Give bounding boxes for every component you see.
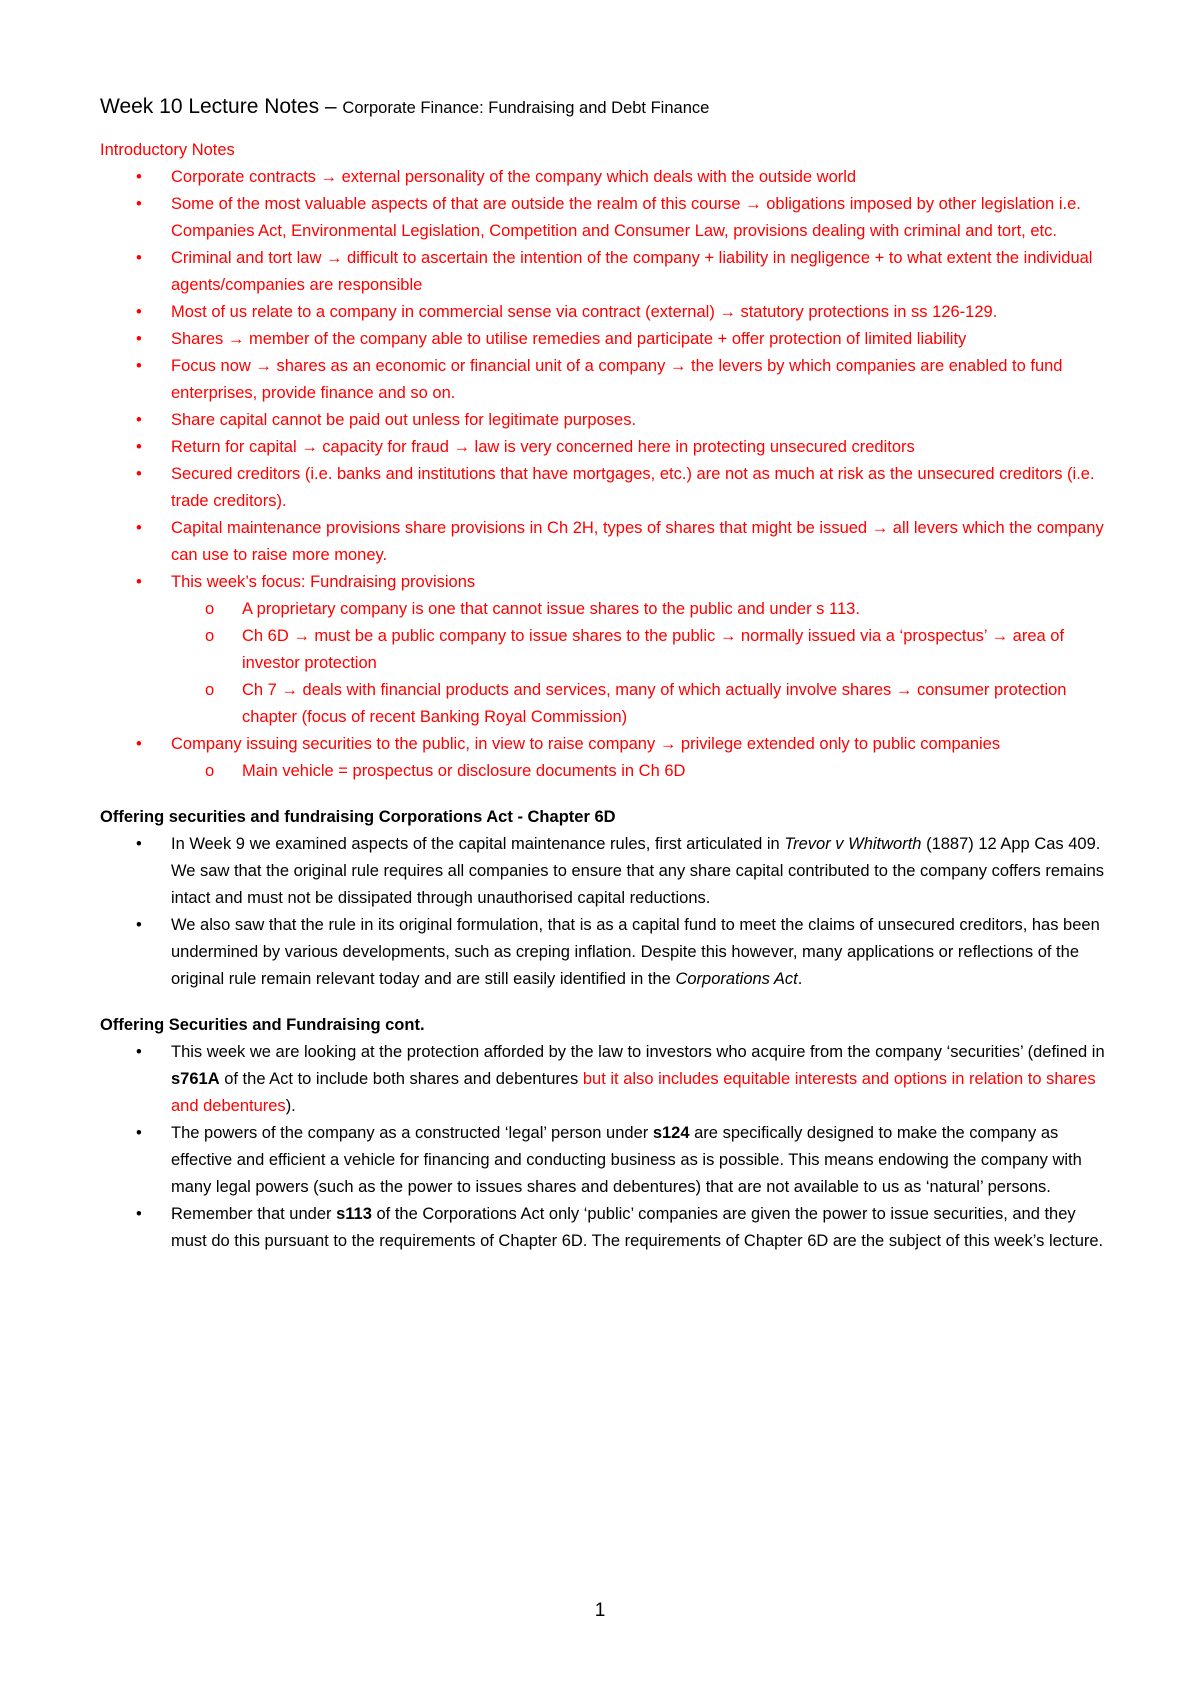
section1-bullet-list bbox=[100, 831, 1110, 993]
page-number: 1 bbox=[594, 1600, 606, 1621]
list-item: • Share capital cannot be paid out unless for legitimate purposes. bbox=[136, 411, 637, 429]
case-name: Trevor v Whitworth bbox=[784, 835, 922, 853]
page-content bbox=[100, 92, 1110, 1255]
list-item: • The powers of the company as a constructed ‘legal’ person under s124 are specifically designed to make the company as effective and efficient a vehicle for financing and conducting business as is possible. This means endowing the company with many legal powers (such as the power to issues shares and debentures) that are not available to us as ‘natural’ persons. bbox=[136, 1124, 1082, 1196]
section-ref: s113 bbox=[336, 1205, 372, 1223]
list-item: • Capital maintenance provisions share provisions in Ch 2H, types of shares that might be issued → all levers which the company can use to raise more money. bbox=[136, 519, 1104, 564]
section-ref: s761A bbox=[171, 1070, 220, 1088]
intro-bullet-list bbox=[100, 164, 1110, 785]
list-item: • Return for capital → capacity for fraud → law is very concerned here in protecting unsecured creditors bbox=[136, 438, 915, 456]
section-heading-cont: Offering Securities and Fundraising cont. bbox=[100, 1016, 425, 1034]
focus-sub-list bbox=[171, 596, 1110, 731]
sub-list-item: o Ch 7 → deals with financial products and services, many of which actually involve shares → consumer protection chapter (focus of recent Banking Royal Commission) bbox=[205, 681, 1067, 726]
highlighted-text: but it also includes equitable interests and options in relation to shares and debentures bbox=[171, 1070, 1096, 1115]
sub-list-item: o A proprietary company is one that cannot issue shares to the public and under s 113. bbox=[205, 600, 860, 618]
list-item: • Company issuing securities to the public, in view to raise company → privilege extended only to public companies o Main vehicle = prospectus or disclosure documents in Ch 6D bbox=[100, 731, 1110, 785]
document-title bbox=[100, 92, 1110, 123]
list-item: • Secured creditors (i.e. banks and institutions that have mortgages, etc.) are not as much at risk as the unsecured creditors (i.e. trade creditors). bbox=[136, 465, 1095, 510]
list-item: • Most of us relate to a company in commercial sense via contract (external) → statutory protections in ss 126-129. bbox=[136, 303, 998, 321]
list-item: • Some of the most valuable aspects of that are outside the realm of this course → obligations imposed by other legislation i.e. Companies Act, Environmental Legislation, Competition and Consumer Law, provisions dealing with criminal and tort, etc. bbox=[136, 195, 1081, 240]
list-item: • This week’s focus: Fundraising provisions o A proprietary company is one that cannot issue shares to the public and under s 113. o Ch 6D → must be a public company to issue shares to the public → normally issued via a ‘prospectus’ → area of investor protection o Ch 7 → deals with financial products and services, many of which actually involve shares → consumer protection chapter (focus of recent Banking Royal Commission) bbox=[100, 569, 1110, 731]
list-item: • Corporate contracts → external personality of the company which deals with the outside world bbox=[136, 168, 857, 186]
section-ref: s124 bbox=[652, 1124, 690, 1142]
intro-heading: Introductory Notes bbox=[100, 141, 235, 159]
title-subtitle: Corporate Finance: Fundraising and Debt Finance bbox=[342, 99, 710, 117]
section-heading-chapter-6d: Offering securities and fundraising Corporations Act - Chapter 6D bbox=[100, 808, 616, 826]
sub-list-item: o Main vehicle = prospectus or disclosure documents in Ch 6D bbox=[205, 762, 686, 780]
section2-bullet-list bbox=[100, 1039, 1110, 1255]
title-main: Week 10 Lecture Notes – bbox=[100, 95, 343, 118]
sub-list-item: o Ch 6D → must be a public company to issue shares to the public → normally issued via a ‘prospectus’ → area of investor protection bbox=[205, 627, 1065, 672]
list-item: • Focus now → shares as an economic or financial unit of a company → the levers by which companies are enabled to fund enterprises, provide finance and so on. bbox=[136, 357, 1063, 402]
act-name: Corporations Act bbox=[675, 970, 798, 988]
list-item: • Criminal and tort law → difficult to ascertain the intention of the company + liability in negligence + to what extent the individual agents/companies are responsible bbox=[136, 249, 1093, 294]
vehicle-sub-list bbox=[171, 758, 1110, 785]
list-item: • Shares → member of the company able to utilise remedies and participate + offer protection of limited liability bbox=[136, 330, 967, 348]
list-item: • In Week 9 we examined aspects of the capital maintenance rules, first articulated in Trevor v Whitworth (1887) 12 App Cas 409. We saw that the original rule requires all companies to ensure that any share capital contributed to the company coffers remains intact and must not be dissipated through unauthorised capital reductions. bbox=[136, 835, 1105, 907]
list-item: • Remember that under s113 of the Corporations Act only ‘public’ companies are given the power to issue securities, and they must do this pursuant to the requirements of Chapter 6D. The requirements of Chapter 6D are the subject of this week’s lecture. bbox=[136, 1205, 1104, 1250]
list-item: • This week we are looking at the protection afforded by the law to investors who acquire from the company ‘securities’ (defined in s761A of the Act to include both shares and debentures but it also includes equitable interests and options in relation to shares and debentures). bbox=[136, 1043, 1105, 1115]
list-item: • We also saw that the rule in its original formulation, that is as a capital fund to meet the claims of unsecured creditors, has been undermined by various developments, such as creping inflation. Despite this however, many applications or reflections of the original rule remain relevant today and are still easily identified in the Corporations Act. bbox=[136, 916, 1100, 988]
